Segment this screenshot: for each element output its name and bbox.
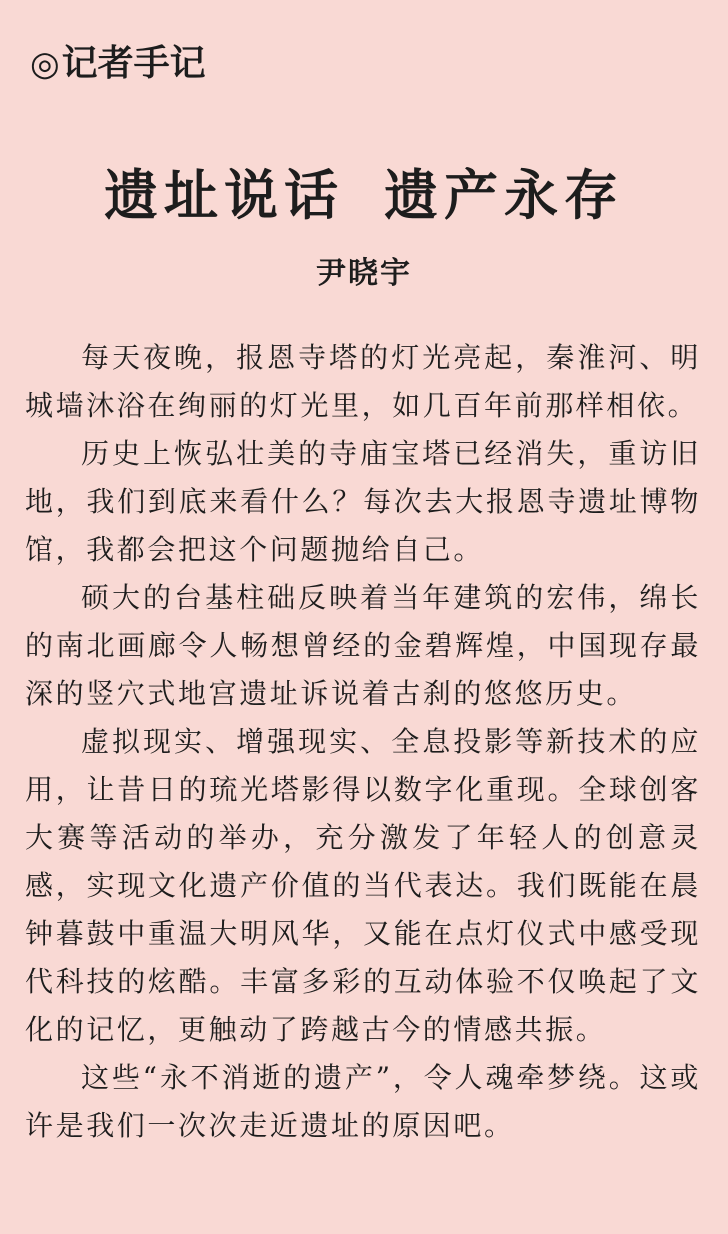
paragraph: 硕大的台基柱础反映着当年建筑的宏伟，绵长的南北画廊令人畅想曾经的金碧辉煌，中国现存最深的竖穴式地宫遗址诉说着古刹的悠悠历史。	[25, 581, 701, 710]
article-author: 尹晓宇	[316, 256, 412, 291]
section-label-text: 记者手记	[61, 43, 206, 84]
section-label	[30, 38, 206, 90]
double-circle-icon: ◎	[30, 44, 60, 84]
article-title	[0, 158, 728, 232]
paragraph: 每天夜晚，报恩寺塔的灯光亮起，秦淮河、明城墙沐浴在绚丽的灯光里，如几百年前那样相依。	[25, 341, 701, 422]
paragraph: 这些“永不消逝的遗产”，令人魂牵梦绕。这或许是我们一次次走近遗址的原因吧。	[25, 1061, 701, 1142]
paragraph: 历史上恢弘壮美的寺庙宝塔已经消失，重访旧地，我们到底来看什么？每次去大报恩寺遗址博物馆，我都会把这个问题抛给自己。	[25, 437, 701, 566]
article-body	[25, 334, 701, 1150]
paragraph: 虚拟现实、增强现实、全息投影等新技术的应用，让昔日的琉光塔影得以数字化重现。全球创客大赛等活动的举办，充分激发了年轻人的创意灵感，实现文化遗产价值的当代表达。我们既能在晨钟暮鼓中重温大明风华，又能在点灯仪式中感受现代科技的炫酷。丰富多彩的互动体验不仅唤起了文化的记忆，更触动了跨越古今的情感共振。	[25, 725, 701, 1046]
article-title-part2: 遗产永存	[384, 163, 624, 227]
article-title-part1: 遗址说话	[104, 163, 344, 227]
